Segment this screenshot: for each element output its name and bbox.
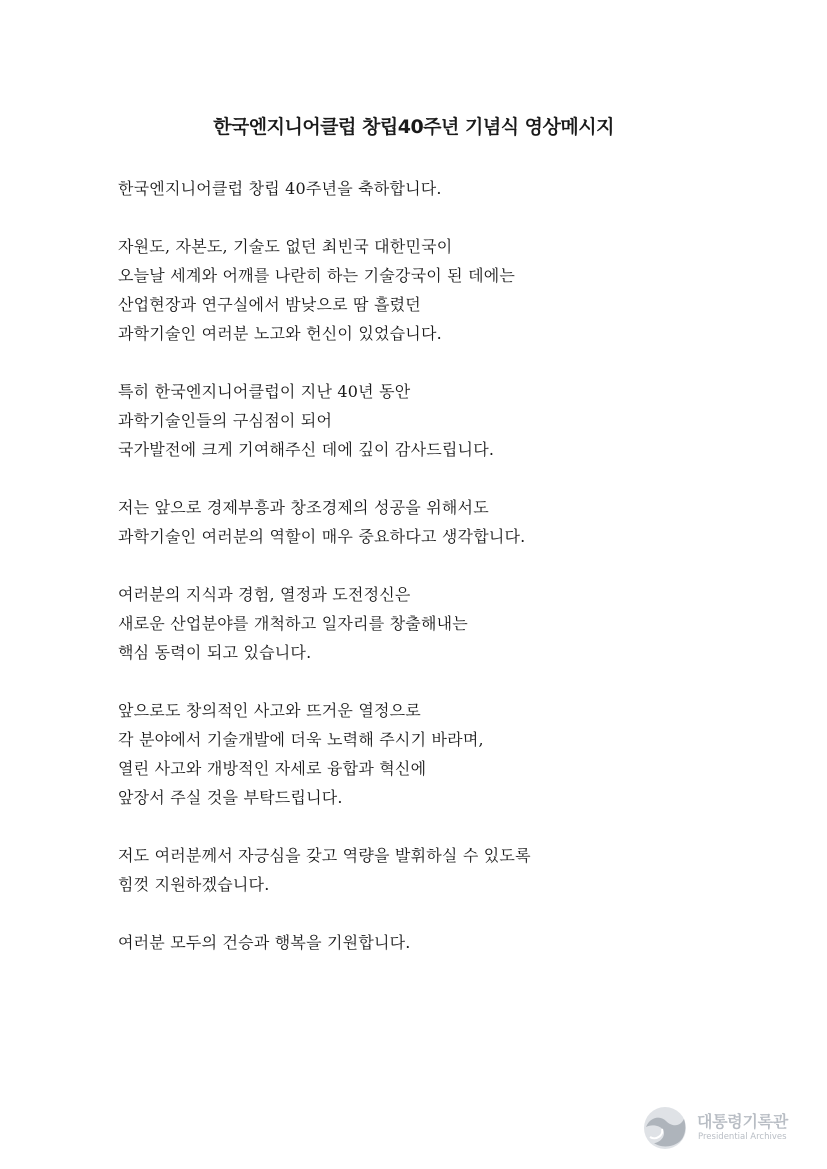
text-line: 열린 사고와 개방적인 자세로 융합과 혁신에: [118, 759, 427, 778]
paragraph-6: [118, 696, 758, 812]
text-line: 저는 앞으로 경제부흥과 창조경제의 성공을 위해서도: [118, 498, 489, 517]
paragraph-1: [118, 174, 758, 203]
text-line: 특히 한국엔지니어클럽이 지난 40년 동안: [118, 382, 411, 401]
text-line: 산업현장과 연구실에서 밤낮으로 땀 흘렸던: [118, 295, 421, 314]
text-line: 과학기술인 여러분의 역할이 매우 중요하다고 생각합니다.: [118, 527, 526, 546]
text-line: 각 분야에서 기술개발에 더욱 노력해 주시기 바라며,: [118, 730, 484, 749]
text-line: 저도 여러분께서 자긍심을 갖고 역량을 발휘하실 수 있도록: [118, 846, 531, 865]
text-line: 앞장서 주실 것을 부탁드립니다.: [118, 788, 343, 807]
text-line: 한국엔지니어클럽 창립 40주년을 축하합니다.: [118, 179, 442, 198]
text-line: 과학기술인 여러분 노고와 헌신이 있었습니다.: [118, 324, 442, 343]
text-line: 새로운 산업분야를 개척하고 일자리를 창출해내는: [118, 614, 468, 633]
paragraph-4: [118, 493, 758, 551]
document-title: 한국엔지니어클럽 창립40주년 기념식 영상메시지: [213, 116, 614, 138]
paragraph-3: [118, 377, 758, 464]
paragraph-2: [118, 232, 758, 348]
text-line: 과학기술인들의 구심점이 되어: [118, 411, 333, 430]
text-line: 여러분의 지식과 경험, 열정과 도전정신은: [118, 585, 411, 604]
document-body: [118, 174, 758, 957]
text-line: 핵심 동력이 되고 있습니다.: [118, 643, 312, 662]
paragraph-5: [118, 580, 758, 667]
text-line: 오늘날 세계와 어깨를 나란히 하는 기술강국이 된 데에는: [118, 266, 516, 285]
presidential-archives-watermark: [642, 1105, 802, 1151]
text-line: 여러분 모두의 건승과 행복을 기원합니다.: [118, 933, 411, 952]
text-line: 앞으로도 창의적인 사고와 뜨거운 열정으로: [118, 701, 421, 720]
text-line: 자원도, 자본도, 기술도 없던 최빈국 대한민국이: [118, 237, 453, 256]
text-line: 국가발전에 크게 기여해주신 데에 깊이 감사드립니다.: [118, 440, 495, 459]
taegeuk-logo-icon: [642, 1105, 688, 1151]
watermark-title: 대통령기록관: [697, 1112, 788, 1131]
watermark-subtitle: Presidential Archives: [698, 1132, 787, 1142]
paragraph-7: [118, 841, 758, 899]
paragraph-8: [118, 928, 758, 957]
text-line: 힘껏 지원하겠습니다.: [118, 875, 270, 894]
